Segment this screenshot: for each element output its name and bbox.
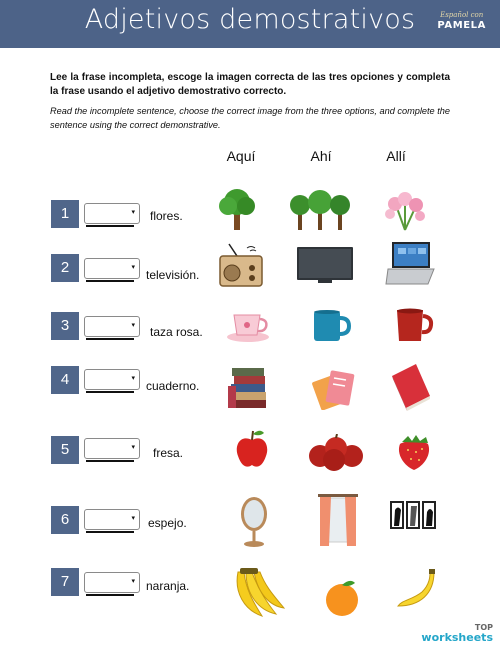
- chevron-down-icon: ▾: [131, 444, 135, 451]
- item-number: 1: [51, 200, 79, 228]
- chevron-down-icon: ▾: [131, 578, 135, 585]
- brand-line-1: Español con: [440, 11, 484, 19]
- item-number: 5: [51, 436, 79, 464]
- bananas-icon: [232, 566, 286, 620]
- window-curtains-icon: [318, 492, 358, 548]
- apples-icon: [306, 434, 366, 472]
- sentence-word: fresa.: [153, 446, 184, 460]
- column-heading-aqui: Aquí: [226, 148, 256, 164]
- blank-underline: [86, 460, 134, 462]
- instructions-spanish: Lee la frase incompleta, escoge la imagen correcta de las tres opciones y completa la frase usando el adjetivo demostrativo correcto.: [50, 72, 450, 97]
- item-number: 3: [51, 312, 79, 340]
- item-number: 6: [51, 506, 79, 534]
- mirrors-reflection-icon: [389, 500, 437, 530]
- mirror-icon: [238, 494, 270, 550]
- sentence-word: flores.: [150, 209, 183, 223]
- answer-dropdown[interactable]: [84, 369, 140, 390]
- instructions-english: Read the incomplete sentence, choose the correct image from the three options, and complete the sentence using the correct demonstrative.: [50, 106, 450, 130]
- flowers-icon: [381, 188, 429, 232]
- column-heading-ahi: Ahí: [310, 148, 332, 164]
- footer-logo: [421, 624, 493, 643]
- notebooks-icon: [312, 364, 358, 410]
- footer-line-1: TOP: [474, 623, 493, 632]
- blue-mug-icon: [311, 308, 351, 344]
- blank-underline: [86, 338, 134, 340]
- red-notebook-icon: [386, 362, 434, 412]
- item-number: 2: [51, 254, 79, 282]
- brand-logo: [437, 12, 486, 31]
- chevron-down-icon: ▾: [131, 515, 135, 522]
- tree-icon: [214, 186, 260, 232]
- sentence-word: cuaderno.: [146, 379, 200, 393]
- pink-cup-icon: [226, 307, 272, 343]
- chevron-down-icon: ▾: [131, 209, 135, 216]
- banana-icon: [394, 568, 438, 610]
- orange-icon: [321, 578, 363, 618]
- page-title: Adjetivos demostrativos: [84, 4, 416, 35]
- blank-underline: [86, 280, 134, 282]
- answer-dropdown[interactable]: [84, 203, 140, 224]
- item-number: 7: [51, 568, 79, 596]
- sentence-word: televisión.: [146, 268, 200, 282]
- laptop-icon: [384, 238, 438, 288]
- answer-dropdown[interactable]: [84, 572, 140, 593]
- header-banner: [0, 0, 500, 48]
- red-mug-icon: [394, 306, 434, 344]
- answer-dropdown[interactable]: [84, 509, 140, 530]
- sentence-word: taza rosa.: [150, 325, 203, 339]
- blank-underline: [86, 391, 134, 393]
- chevron-down-icon: ▾: [131, 264, 135, 271]
- item-number: 4: [51, 366, 79, 394]
- television-icon: [296, 246, 354, 286]
- sentence-word: espejo.: [148, 516, 187, 530]
- books-stack-icon: [228, 364, 270, 410]
- answer-dropdown[interactable]: [84, 316, 140, 337]
- chevron-down-icon: ▾: [131, 322, 135, 329]
- answer-dropdown[interactable]: [84, 438, 140, 459]
- answer-dropdown[interactable]: [84, 258, 140, 279]
- blank-underline: [86, 531, 134, 533]
- footer-line-2: worksheets: [421, 631, 493, 644]
- brand-line-2: PAMELA: [437, 20, 486, 31]
- blank-underline: [86, 594, 134, 596]
- radio-icon: [217, 242, 265, 290]
- trees-icon: [290, 188, 350, 232]
- chevron-down-icon: ▾: [131, 375, 135, 382]
- strawberry-icon: [394, 432, 434, 472]
- sentence-word: naranja.: [146, 579, 190, 593]
- blank-underline: [86, 225, 134, 227]
- column-heading-alli: Allí: [386, 148, 406, 164]
- apple-icon: [234, 428, 270, 470]
